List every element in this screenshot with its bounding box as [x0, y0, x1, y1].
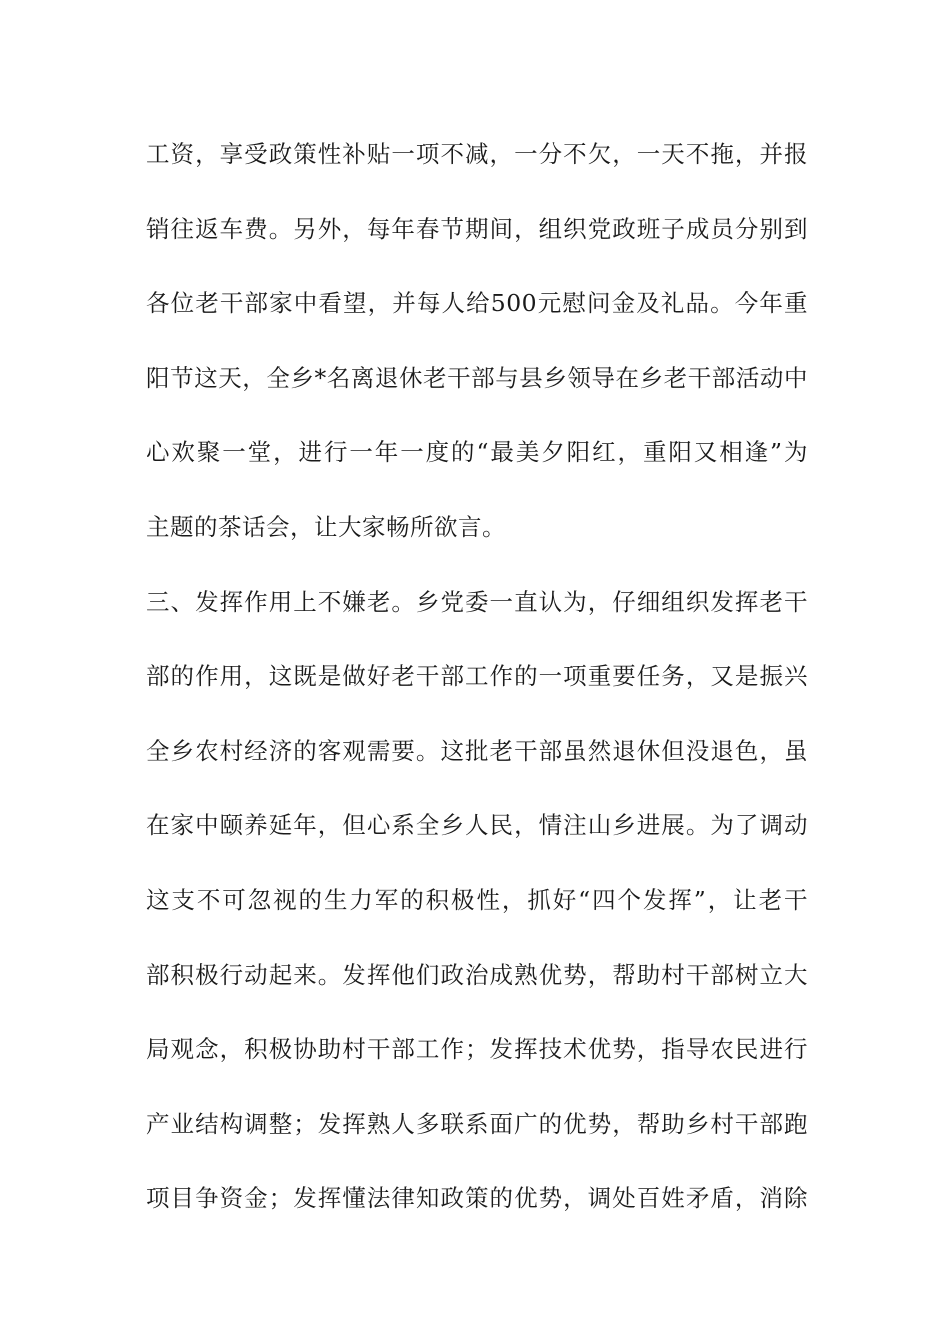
text-line: 这支不可忽视的生力军的积极性，抓好“四个发挥”，让老干	[146, 885, 808, 914]
text-line: 工资，享受政策性补贴一项不减，一分不欠，一天不拖，并报	[146, 140, 808, 168]
text-line: 三、发挥作用上不嫌老。乡党委一直认为，仔细组织发挥老干	[146, 587, 808, 616]
body-text	[146, 128, 808, 1247]
text-line: 全乡农村经济的客观需要。这批老干部虽然退休但没退色，虽	[146, 736, 808, 765]
text-line: 心欢聚一堂，进行一年一度的“最美夕阳红，重阳又相逢”为	[146, 438, 808, 467]
text-line: 局观念，积极协助村干部工作；发挥技术优势，指导农民进行	[146, 1035, 808, 1064]
text-line: 主题的茶话会，让大家畅所欲言。	[146, 512, 506, 541]
text-line: 在家中颐养延年，但心系全乡人民，情注山乡进展。为了调动	[146, 811, 808, 840]
text-line: 各位老干部家中看望，并每人给500元慰问金及礼品。今年重	[146, 289, 808, 318]
text-line: 销往返车费。另外，每年春节期间，组织党政班子成员分别到	[146, 214, 808, 243]
text-line: 部的作用，这既是做好老干部工作的一项重要任务，又是振兴	[146, 662, 808, 691]
text-line: 产业结构调整；发挥熟人多联系面广的优势，帮助乡村干部跑	[146, 1109, 808, 1138]
text-line: 阳节这天，全乡*名离退休老干部与县乡领导在乡老干部活动中	[146, 363, 808, 392]
text-line: 部积极行动起来。发挥他们政治成熟优势，帮助村干部树立大	[146, 960, 808, 989]
text-line: 项目争资金；发挥懂法律知政策的优势，调处百姓矛盾，消除	[146, 1184, 808, 1213]
